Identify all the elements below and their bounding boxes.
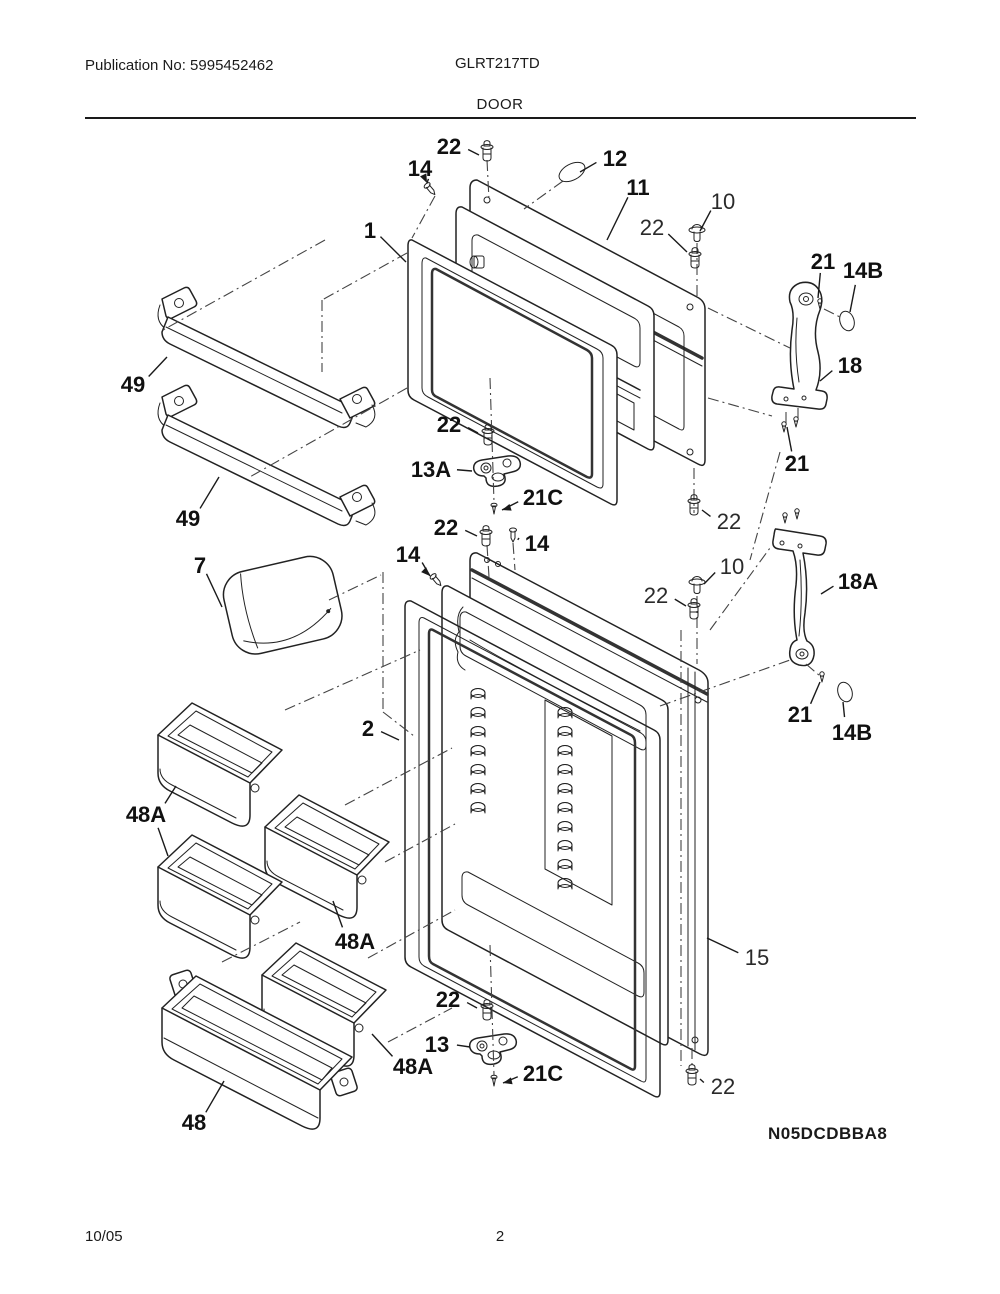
part-callout-11: 11 xyxy=(626,175,650,200)
part-callout-13: 13 xyxy=(424,1032,450,1057)
callout-leader xyxy=(457,470,472,471)
guide-line xyxy=(368,910,455,958)
callout-leader xyxy=(457,1045,470,1047)
leader-arrowhead xyxy=(503,1077,513,1084)
leader-arrowhead xyxy=(502,504,512,511)
guide-line xyxy=(708,398,772,416)
part-callout-22: 22 xyxy=(436,134,462,159)
oval-plug xyxy=(835,680,854,703)
guide-line xyxy=(824,309,840,317)
leader-arrowhead xyxy=(421,567,430,576)
callout-leader xyxy=(467,1003,477,1008)
fastener-screw21 xyxy=(782,422,786,432)
part-callout-22: 22 xyxy=(433,515,459,540)
part-callout-49: 49 xyxy=(175,506,201,531)
fastener-screw22 xyxy=(481,141,493,161)
door-bin-3 xyxy=(158,835,282,958)
footer-page-number: 2 xyxy=(495,1228,505,1245)
footer-date: 10/05 xyxy=(85,1228,123,1245)
guide-line xyxy=(322,253,407,300)
part-callout-22: 22 xyxy=(716,509,742,534)
freezer-door-handle xyxy=(772,282,827,409)
part-callout-21C: 21C xyxy=(522,485,564,510)
guide-line xyxy=(412,196,435,238)
publication-number: Publication No: 5995452462 xyxy=(85,57,274,74)
part-callout-22: 22 xyxy=(435,987,461,1012)
guide-line xyxy=(163,240,325,330)
guide-line xyxy=(487,545,489,577)
fastener-screw22 xyxy=(689,248,701,268)
fastener-screw22 xyxy=(480,526,492,546)
part-callout-49: 49 xyxy=(120,372,146,397)
callout-leader xyxy=(607,197,628,240)
callout-leader xyxy=(381,732,399,740)
callout-leader xyxy=(850,285,855,312)
part-callout-10: 10 xyxy=(710,189,736,214)
part-callout-22: 22 xyxy=(643,583,669,608)
part-callout-21: 21 xyxy=(787,702,813,727)
guide-line xyxy=(487,160,489,200)
callout-leader xyxy=(704,572,715,584)
part-callout-48A: 48A xyxy=(125,802,167,827)
callout-leader xyxy=(206,574,222,607)
model-number: GLRT217TD xyxy=(455,55,540,72)
callout-leader xyxy=(372,1034,393,1056)
part-callout-14: 14 xyxy=(524,531,550,556)
callout-leader xyxy=(707,938,738,953)
fastener-screw14 xyxy=(423,182,437,197)
guide-line xyxy=(383,712,414,736)
guide-line xyxy=(345,748,452,805)
guide-line xyxy=(660,660,790,706)
callout-leader xyxy=(811,682,820,704)
callout-leader xyxy=(465,530,477,536)
part-callout-18A: 18A xyxy=(837,569,879,594)
fastener-screw21c xyxy=(491,503,497,514)
part-callout-48: 48 xyxy=(181,1110,207,1135)
door-bin-2 xyxy=(265,795,389,918)
part-callout-21: 21 xyxy=(784,451,810,476)
door-bin-1 xyxy=(158,703,282,826)
fastener-screw22 xyxy=(481,1000,493,1020)
part-callout-22: 22 xyxy=(710,1074,736,1099)
callout-leader xyxy=(333,901,342,927)
callout-leader xyxy=(820,371,832,381)
part-callout-14: 14 xyxy=(395,542,421,567)
fastener-screw21 xyxy=(783,513,787,523)
fastener-screw10 xyxy=(689,577,705,594)
callout-leader xyxy=(149,357,167,377)
fastener-screw22 xyxy=(688,599,700,619)
callout-leader xyxy=(206,1081,224,1112)
callout-leader xyxy=(702,510,710,516)
dairy-cover xyxy=(219,552,347,659)
fridge-door-handle xyxy=(773,529,826,666)
callout-leader xyxy=(668,234,687,252)
fastener-screw21c xyxy=(491,1075,497,1086)
guide-line xyxy=(524,181,563,209)
oval-plug xyxy=(556,158,588,185)
callout-leader xyxy=(700,211,711,231)
part-callout-22: 22 xyxy=(436,412,462,437)
fastener-screw22 xyxy=(686,1065,698,1085)
callout-leader xyxy=(468,149,479,155)
part-callout-7: 7 xyxy=(193,553,207,578)
fastener-screw21 xyxy=(795,509,799,519)
hinge-plate-top xyxy=(474,456,521,486)
part-callout-13A: 13A xyxy=(410,457,452,482)
oval-plug xyxy=(837,309,856,332)
guide-line xyxy=(708,308,790,348)
fastener-screw21 xyxy=(820,672,824,682)
fastener-screw14 xyxy=(510,528,517,542)
part-callout-22: 22 xyxy=(639,215,665,240)
callout-leader xyxy=(200,477,219,508)
guide-line xyxy=(285,650,420,710)
part-callout-21: 21 xyxy=(810,249,836,274)
callout-leader xyxy=(675,599,686,606)
callout-leader xyxy=(821,586,833,594)
part-callout-14B: 14B xyxy=(842,258,884,283)
part-callout-1: 1 xyxy=(363,218,377,243)
part-callout-48A: 48A xyxy=(334,929,376,954)
callout-leader xyxy=(158,828,168,856)
callout-leader xyxy=(380,237,406,262)
part-callout-10: 10 xyxy=(719,554,745,579)
page-title: DOOR xyxy=(476,96,524,113)
part-callout-2: 2 xyxy=(361,716,375,741)
part-callout-48A: 48A xyxy=(392,1054,434,1079)
callout-leader xyxy=(518,538,519,540)
part-callout-21C: 21C xyxy=(522,1061,564,1086)
guide-line xyxy=(806,664,820,676)
part-callout-18: 18 xyxy=(837,353,863,378)
guide-line xyxy=(513,543,515,570)
part-callout-14: 14 xyxy=(407,156,433,181)
callout-leader xyxy=(843,702,845,717)
part-callout-12: 12 xyxy=(602,146,628,171)
callout-leader xyxy=(700,1079,704,1083)
part-callout-14B: 14B xyxy=(831,720,873,745)
fastener-screw14 xyxy=(429,573,443,588)
diagram-code: N05DCDBBA8 xyxy=(768,1124,888,1143)
callout-leader xyxy=(787,427,792,451)
part-callout-15: 15 xyxy=(744,945,770,970)
fastener-screw21 xyxy=(794,417,798,427)
